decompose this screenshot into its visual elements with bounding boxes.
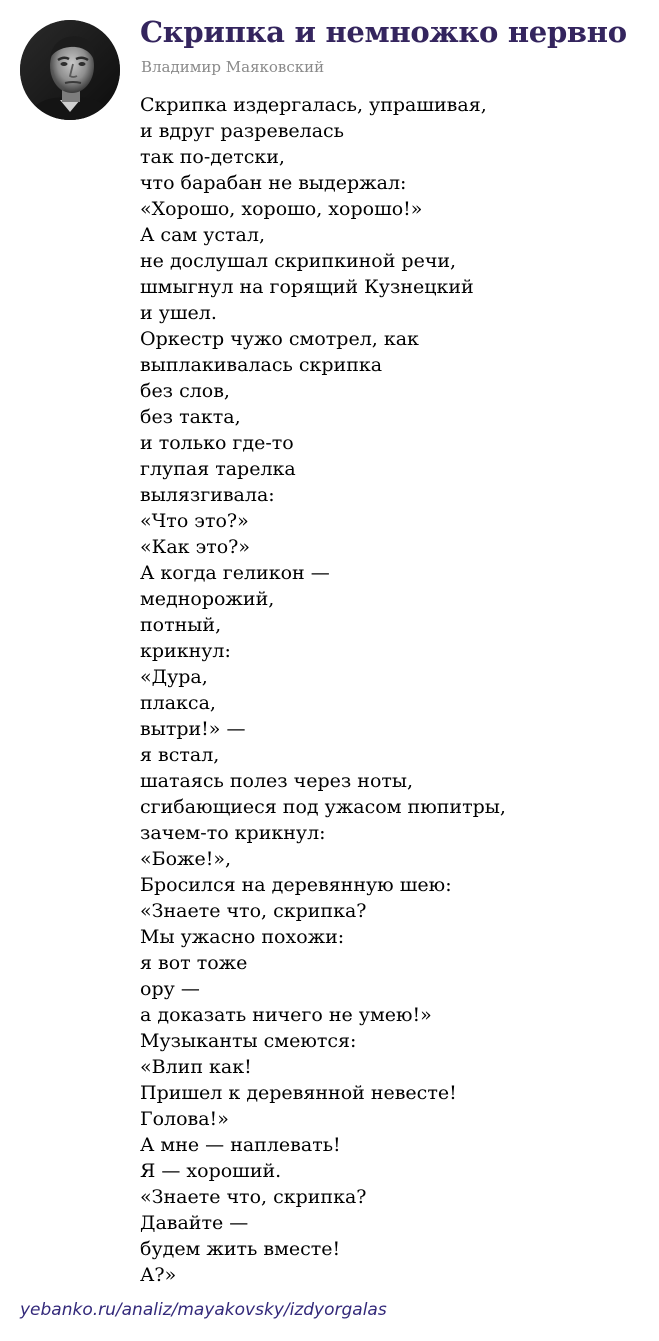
poem-line: что барабан не выдержал: (140, 172, 407, 194)
poem-line: я вот тоже (140, 952, 248, 974)
poem-line: вылязгивала: (140, 484, 275, 506)
poem-line: зачем-то крикнул: (140, 822, 326, 844)
poem-line: «Знаете что, скрипка? (140, 1186, 367, 1208)
author-avatar (20, 20, 120, 120)
poem-line: «Знаете что, скрипка? (140, 900, 367, 922)
poem-line: без такта, (140, 406, 241, 428)
poem-line: и вдруг разревелась (140, 120, 345, 142)
poem-line: вытри!» — (140, 718, 246, 740)
poem-line: «Дура, (140, 666, 208, 688)
poem-line: А?» (140, 1264, 177, 1286)
poem-line: А сам устал, (140, 224, 265, 246)
poem-line: я встал, (140, 744, 220, 766)
poem-line: Давайте — (140, 1212, 249, 1234)
poem-line: а доказать ничего не умею!» (140, 1004, 432, 1026)
author-name: Владимир Маяковский (141, 58, 325, 76)
poem-line: и ушел. (140, 302, 217, 324)
poem-line: крикнул: (140, 640, 231, 662)
poem-line: Голова!» (140, 1108, 229, 1130)
poem-line: А когда геликон — (140, 562, 330, 584)
poem-line: Я — хороший. (140, 1160, 282, 1182)
poem-line: без слов, (140, 380, 230, 402)
poem-line: А мне — наплевать! (140, 1134, 341, 1156)
poem-line: шмыгнул на горящий Кузнецкий (140, 276, 474, 298)
poem-line: будем жить вместе! (140, 1238, 341, 1260)
poem-line: Мы ужасно похожи: (140, 926, 345, 948)
poem-line: «Как это?» (140, 536, 250, 558)
poem-body (140, 92, 506, 1288)
poem-line: Оркестр чужо смотрел, как (140, 328, 419, 350)
poem-line: потный, (140, 614, 222, 636)
poem-line: Скрипка издергалась, упрашивая, (140, 94, 487, 116)
poem-line: сгибающиеся под ужасом пюпитры, (140, 796, 506, 818)
poem-line: «Хорошо, хорошо, хорошо!» (140, 198, 423, 220)
poem-line: «Боже!», (140, 848, 232, 870)
poem-line: глупая тарелка (140, 458, 296, 480)
poem-line: выплакивалась скрипка (140, 354, 383, 376)
poem-line: меднорожий, (140, 588, 275, 610)
portrait-photo-icon (20, 20, 120, 120)
poem-line: шатаясь полез через ноты, (140, 770, 414, 792)
source-link[interactable]: yebanko.ru/analiz/mayakovsky/izdyorgalas (20, 1300, 387, 1320)
poem-line: Музыканты смеются: (140, 1030, 357, 1052)
poem-line: не дослушал скрипкиной речи, (140, 250, 457, 272)
poem-line: «Влип как! (140, 1056, 252, 1078)
poem-title: Скрипка и немножко нервно (140, 15, 627, 49)
poem-line: так по-детски, (140, 146, 285, 168)
poem-line: и только где-то (140, 432, 294, 454)
poem-line: плакса, (140, 692, 216, 714)
poem-line: Бросился на деревянную шею: (140, 874, 452, 896)
poem-line: ору — (140, 978, 200, 1000)
poem-line: «Что это?» (140, 510, 249, 532)
poem-line: Пришел к деревянной невесте! (140, 1082, 457, 1104)
